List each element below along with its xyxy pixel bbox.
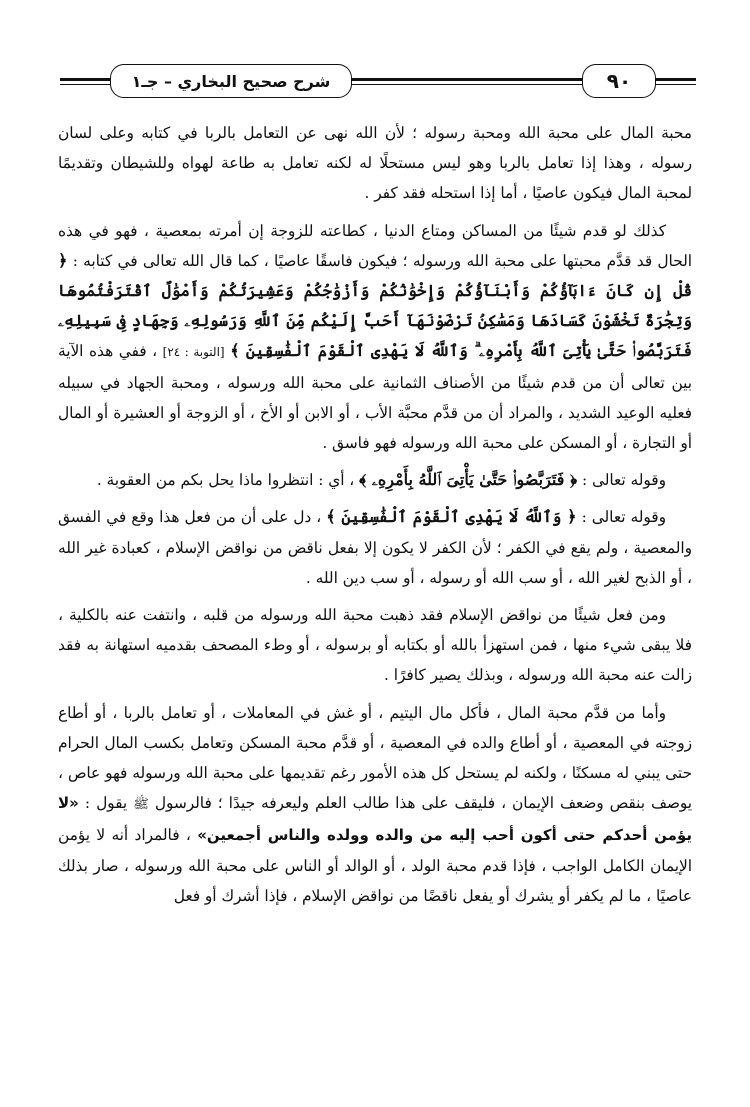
paragraph-6-says: يقول :	[84, 794, 128, 813]
paragraph-6-continuation: ، فالمراد أنه لا يؤمن الإيمان الكامل الواجب ، فإذا قدم محبة الولد ، أو الوالد أو الناس على محبة الله ورسوله ، صار بذلك عاصيًا ، ما لم يكفر أو يشرك أو يفعل ناقضًا من نواقض الإسلام ، فإذا أشرك أو فعل	[58, 826, 692, 905]
paragraph-2-text: كذلك لو قدم شيئًا من المساكن ومتاع الدنيا ، كطاعته للزوجة إن أمرته بمعصية ، فهو في هذه الحال قد قدَّم محبتها على محبة الله ورسوله ؛ فيكون فاسقًا عاصيًا ، كما قال الله تعالى في كتابه :	[58, 221, 692, 270]
paragraph-3	[58, 465, 692, 495]
quran-verse-quote: ﴿ وَٱللَّهُ لَا يَهْدِى ٱلْقَوْمَ ٱلْفَٰسِقِينَ ﴾	[326, 507, 577, 527]
verse-reference: [التوبة : ٢٤]	[162, 345, 225, 360]
paragraph-3-intro: وقوله تعالى :	[581, 471, 666, 490]
page-header	[60, 58, 696, 102]
salawat-symbol: ﷺ	[133, 797, 149, 813]
paragraph-3-text: ، أي : انتظروا ماذا يحل بكم من العقوبة .	[96, 471, 355, 490]
paragraph-6	[58, 698, 692, 911]
quran-verse-tawbah-24: ﴿ قُلْ إِن كَانَ ءَابَآؤُكُمْ وَأَبْنَآؤُكُمْ وَإِخْوَٰنُكُمْ وَأَزْوَٰجُكُمْ وَعَشِيرَتُكُمْ وَأَمْوَٰلٌ ٱقْتَرَفْتُمُوهَا وَتِجَٰرَةٌ تَخْشَوْنَ كَسَادَهَا وَمَسَٰكِنُ تَرْضَوْنَهَآ أَحَبَّ إِلَيْكُم مِّنَ ٱللَّهِ وَرَسُولِهِۦ وَجِهَادٍ فِى سَبِيلِهِۦ فَتَرَبَّصُوا۟ حَتَّىٰ يَأْتِىَ ٱللَّهُ بِأَمْرِهِۦ ۗ وَٱللَّهُ لَا يَهْدِى ٱلْقَوْمَ ٱلْفَٰسِقِينَ ﴾	[58, 250, 692, 361]
page-body	[58, 118, 692, 918]
paragraph-1: محبة المال على محبة الله ومحبة رسوله ؛ لأن الله نهى عن التعامل بالربا في كتابه وعلى لسان رسوله ، وهذا إذا تعامل بالربا وهو ليس مستحلًا له لكنه تعامل به طاعة لهواه وللشيطان وتقديمًا لمحبة المال فيكون عاصيًا ، أما إذا استحله فقد كفر .	[58, 124, 692, 203]
paragraph-6-text: وأما من قدَّم محبة المال ، فأكل مال اليتيم ، أو غش في المعاملات ، أو تعامل بالربا ، أو أطاع زوجته في المعصية ، أو أطاع والده في المعصية ، أو قدَّم محبة المسكن وتعامل بكسب المال الحرام حتى يبني له مسكنًا ، ولكنه لم يستحل كل هذه الأمور رغم تقديمها على محبة الله ورسوله فهو عاص ، يوصف بنقص وضعف الإيمان ، فليقف على هذا طالب العلم وليعرفه جيدًا ؛ فالرسول	[58, 703, 692, 813]
paragraph-2-continuation: ، ففي هذه الآية بين تعالى أن من قدم شيئًا من الأصناف الثمانية على محبة الله ورسوله ، ومحبة الجهاد في سبيله فعليه الوعيد الشديد ، والمراد أن من قدَّم محبَّة الأب ، أو الابن أو الأخ ، أو الزوجة أو العشيرة أو المال أو التجارة ، أو المسكن على محبة الله ورسوله فهو فاسق .	[58, 342, 692, 453]
book-title: شرح صحيح البخاري – جـ١	[110, 64, 352, 98]
paragraph-2	[58, 216, 692, 459]
paragraph-5: ومن فعل شيئًا من نواقض الإسلام فقد ذهبت محبة الله ورسوله من قلبه ، وانتفت عنه بالكلية ، فلا يبقى شيء منها ، فمن استهزأ بالله أو بكتابه أو برسوله ، أو وطء المصحف بقدميه استهانة به فقد زالت عنه محبة الله ورسوله ، وبذلك يصير كافرًا .	[58, 606, 692, 685]
quran-verse-quote: ﴿ فَتَرَبَّصُوا۟ حَتَّىٰ يَأْتِىَ ٱللَّهُ بِأَمْرِهِۦ ﴾	[359, 470, 578, 490]
paragraph-4	[58, 502, 692, 593]
paragraph-4-text: ، دل على أن من فعل هذا وقع في الفسق والمعصية ، ولم يقع في الكفر ؛ لأن الكفر لا يكون إلا بفعل ناقض من نواقض الإسلام ، كعبادة غير الله ، أو الذبح لغير الله ، أو سب الله أو رسوله ، أو سب دين الله .	[58, 508, 692, 587]
page-number: ٩٠	[582, 64, 656, 98]
paragraph-4-intro: وقوله تعالى :	[581, 508, 666, 527]
hadith-quote: «لا يؤمن أحدكم حتى أكون أحب إليه من والده وولده والناس أجمعين»	[58, 794, 692, 845]
